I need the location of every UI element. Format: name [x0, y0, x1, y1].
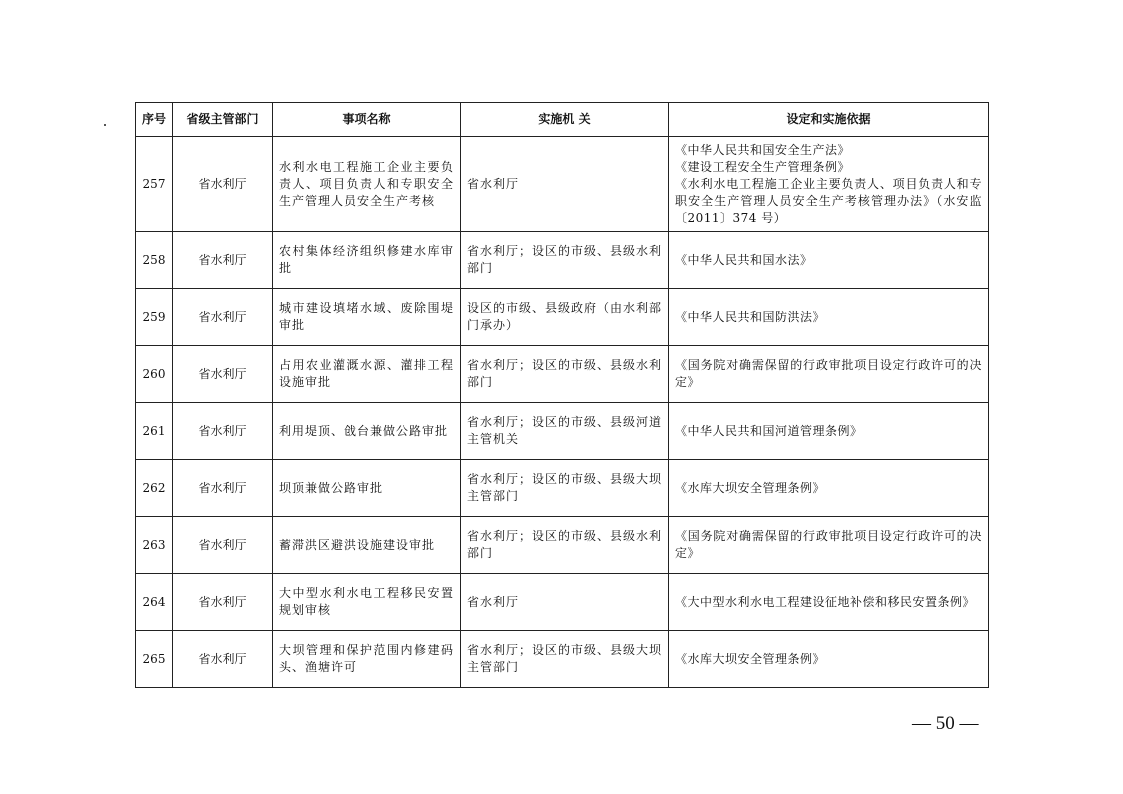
header-basis: 设定和实施依据 — [669, 103, 989, 137]
row-agency: 省水利厅 — [461, 574, 669, 631]
row-agency: 省水利厅；设区的市级、县级水利部门 — [461, 517, 669, 574]
row-basis — [669, 517, 989, 574]
row-dept: 省水利厅 — [173, 574, 273, 631]
basis-line: 《水利水电工程施工企业主要负责人、项目负责人和专职安全生产管理人员安全生产考核管理办法》（水安监〔2011〕374 号） — [675, 176, 982, 225]
basis-line: 《水库大坝安全管理条例》 — [675, 480, 826, 495]
table-header-row — [136, 103, 989, 137]
row-basis — [669, 289, 989, 346]
basis-line: 《中华人民共和国河道管理条例》 — [675, 423, 863, 438]
header-serial: 序号 — [136, 103, 173, 137]
row-serial: 261 — [136, 403, 173, 460]
basis-line: 《国务院对确需保留的行政审批项目设定行政许可的决定》 — [675, 358, 982, 389]
row-basis — [669, 403, 989, 460]
header-item: 事项名称 — [273, 103, 461, 137]
row-agency: 省水利厅；设区的市级、县级水利部门 — [461, 346, 669, 403]
row-dept: 省水利厅 — [173, 460, 273, 517]
row-dept: 省水利厅 — [173, 517, 273, 574]
row-basis — [669, 460, 989, 517]
row-serial: 258 — [136, 232, 173, 289]
row-item: 利用堤顶、戗台兼做公路审批 — [273, 403, 461, 460]
table-row — [136, 137, 989, 232]
row-agency: 省水利厅；设区的市级、县级水利部门 — [461, 232, 669, 289]
row-basis — [669, 346, 989, 403]
table-row — [136, 574, 989, 631]
row-agency: 设区的市级、县级政府（由水利部门承办） — [461, 289, 669, 346]
row-dept: 省水利厅 — [173, 631, 273, 688]
table-row — [136, 460, 989, 517]
table-row — [136, 346, 989, 403]
row-agency: 省水利厅 — [461, 137, 669, 232]
row-item: 占用农业灌溉水源、灌排工程设施审批 — [273, 346, 461, 403]
row-item: 大中型水利水电工程移民安置规划审核 — [273, 574, 461, 631]
row-basis — [669, 631, 989, 688]
row-agency: 省水利厅；设区的市级、县级大坝主管部门 — [461, 460, 669, 517]
table-row — [136, 232, 989, 289]
row-serial: 259 — [136, 289, 173, 346]
basis-line: 《水库大坝安全管理条例》 — [675, 651, 826, 666]
row-item: 蓄滞洪区避洪设施建设审批 — [273, 517, 461, 574]
row-serial: 260 — [136, 346, 173, 403]
row-dept: 省水利厅 — [173, 232, 273, 289]
table-row — [136, 289, 989, 346]
row-agency: 省水利厅；设区的市级、县级大坝主管部门 — [461, 631, 669, 688]
page-number: — 50 — — [912, 713, 979, 734]
row-serial: 265 — [136, 631, 173, 688]
row-basis — [669, 574, 989, 631]
row-serial: 262 — [136, 460, 173, 517]
row-basis — [669, 137, 989, 232]
row-item: 农村集体经济组织修建水库审批 — [273, 232, 461, 289]
row-dept: 省水利厅 — [173, 137, 273, 232]
basis-line: 《中华人民共和国水法》 — [675, 252, 813, 267]
row-serial: 263 — [136, 517, 173, 574]
scan-mark — [104, 124, 106, 126]
row-dept: 省水利厅 — [173, 289, 273, 346]
table-row — [136, 517, 989, 574]
header-dept: 省级主管部门 — [173, 103, 273, 137]
row-item: 坝顶兼做公路审批 — [273, 460, 461, 517]
header-agency: 实施机 关 — [461, 103, 669, 137]
row-item: 水利水电工程施工企业主要负责人、项目负责人和专职安全生产管理人员安全生产考核 — [273, 137, 461, 232]
table-row — [136, 403, 989, 460]
row-dept: 省水利厅 — [173, 346, 273, 403]
basis-line: 《中华人民共和国防洪法》 — [675, 309, 826, 324]
basis-line: 《中华人民共和国安全生产法》 — [675, 142, 851, 157]
approval-items-table — [135, 102, 989, 688]
basis-line: 《国务院对确需保留的行政审批项目设定行政许可的决定》 — [675, 529, 982, 560]
row-agency: 省水利厅；设区的市级、县级河道主管机关 — [461, 403, 669, 460]
row-dept: 省水利厅 — [173, 403, 273, 460]
row-serial: 257 — [136, 137, 173, 232]
row-serial: 264 — [136, 574, 173, 631]
row-basis — [669, 232, 989, 289]
table-row — [136, 631, 989, 688]
basis-line: 《建设工程安全生产管理条例》 — [675, 159, 851, 174]
row-item: 大坝管理和保护范围内修建码头、渔塘许可 — [273, 631, 461, 688]
basis-line: 《大中型水利水电工程建设征地补偿和移民安置条例》 — [675, 594, 976, 609]
row-item: 城市建设填堵水域、废除围堤审批 — [273, 289, 461, 346]
